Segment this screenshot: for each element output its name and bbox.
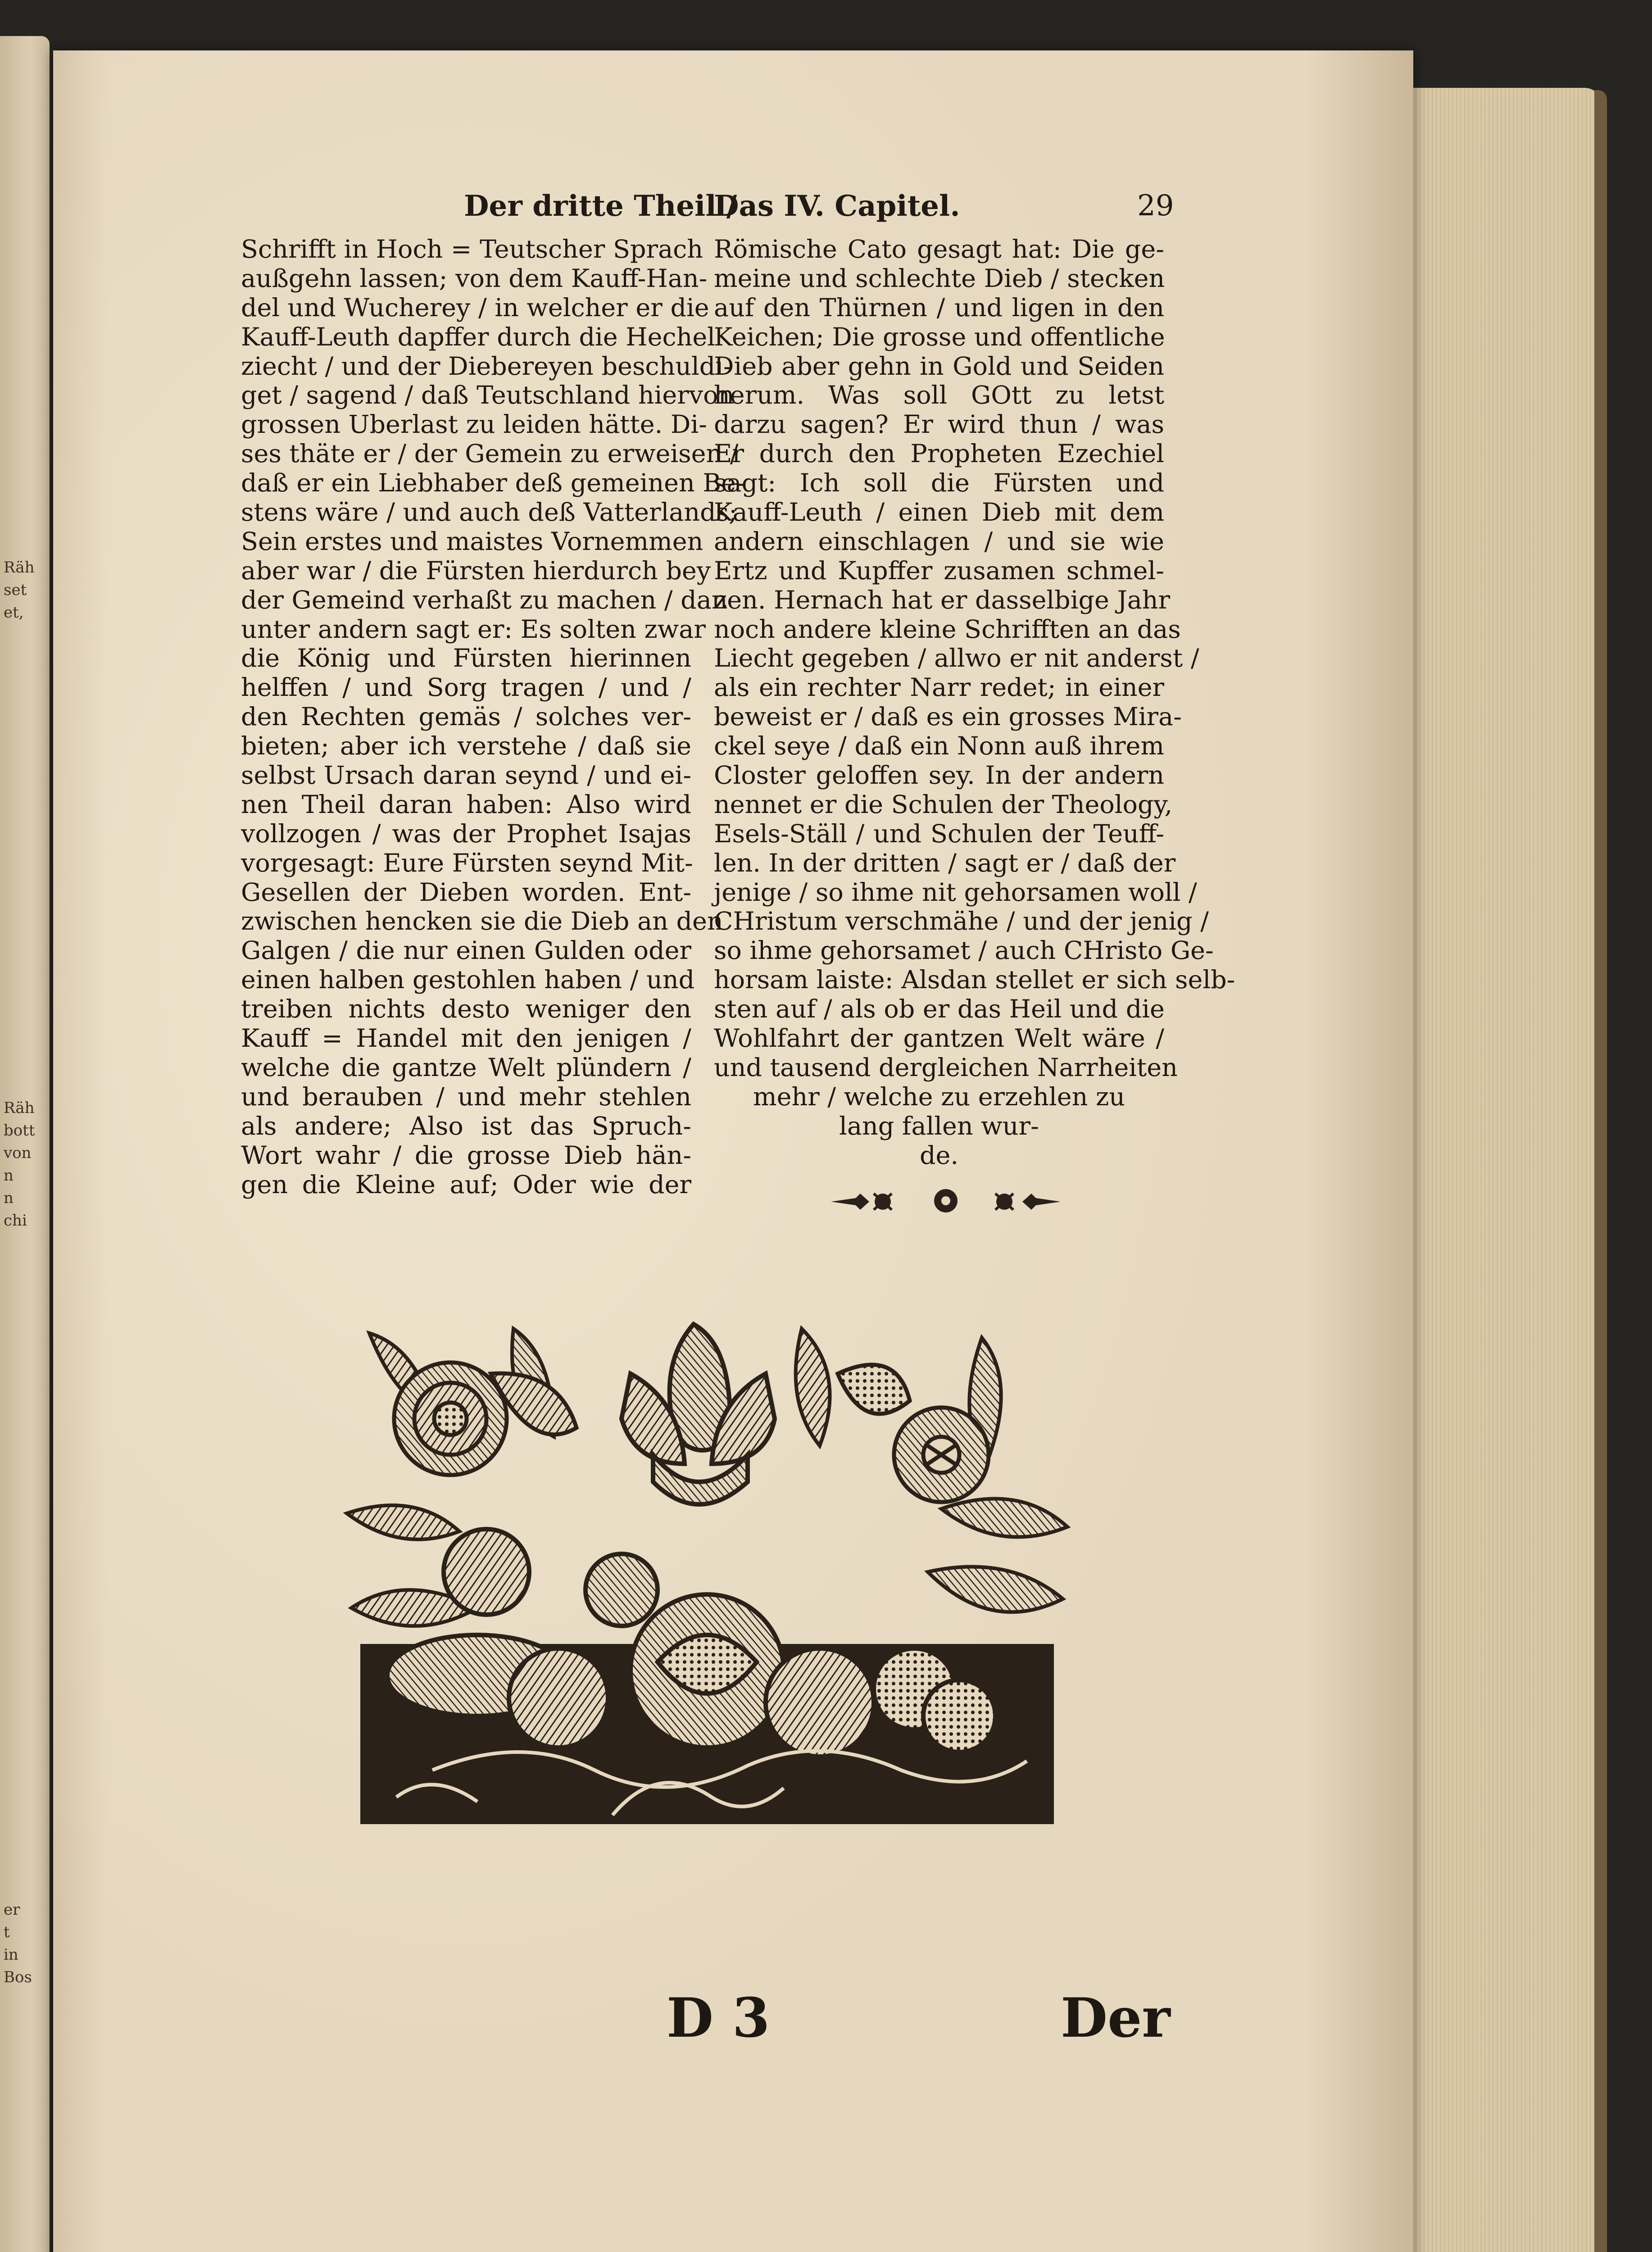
running-header-left: Der dritte Theil /	[464, 189, 737, 223]
text-line: Kauff-Leuth / einen Dieb mit dem	[714, 498, 1164, 527]
text-line: und berauben / und mehr stehlen	[241, 1082, 691, 1112]
margin-note-fragment: chi	[4, 1212, 27, 1230]
text-line: andern einschlagen / und sie wie	[714, 527, 1164, 556]
text-line: auf den Thürnen / und ligen in den	[714, 293, 1164, 322]
text-column-left	[241, 235, 744, 1199]
text-line: außgehn lassen; von dem Kauff-Han-	[241, 263, 708, 293]
text-line: Wort wahr / die grosse Dieb hän-	[241, 1140, 691, 1170]
text-line: so ihme gehorsamet / auch CHristo Ge-	[714, 936, 1214, 966]
margin-note-fragment: von	[4, 1144, 32, 1162]
margin-note-fragment: set	[4, 581, 27, 599]
text-line: Closter geloffen sey. In der andern	[714, 761, 1164, 790]
text-line: helffen / und Sorg tragen / und /	[241, 673, 691, 703]
text-line: CHristum verschmähe / und der jenig /	[714, 907, 1209, 936]
text-line: stens wäre / und auch deß Vatterlands;	[241, 498, 737, 527]
text-line: nen Theil daran haben: Also wird	[241, 790, 691, 819]
text-line: Er durch den Propheten Ezechiel	[714, 439, 1164, 469]
text-line: jenige / so ihme nit gehorsamen woll /	[714, 877, 1197, 907]
text-line: Dieb aber gehn in Gold und Seiden	[714, 351, 1164, 381]
text-line: Gesellen der Dieben worden. Ent-	[241, 877, 691, 907]
text-line: horsam laiste: Alsdan stellet er sich selb-	[714, 965, 1235, 995]
text-line: get / sagend / daß Teutschland hiervon	[241, 381, 735, 410]
text-line: de.	[919, 1140, 958, 1170]
text-line: zwischen hencken sie die Dieb an den	[241, 907, 723, 936]
text-line: vollzogen / was der Prophet Isajas	[241, 819, 691, 849]
floral-woodcut-illustration	[342, 1320, 1072, 1842]
text-line: und tausend dergleichen Narrheiten	[714, 1053, 1178, 1082]
margin-note-fragment: Räh	[4, 1099, 35, 1117]
text-line: Esels-Ställ / und Schulen der Teuff-	[714, 819, 1164, 849]
page-signature-mark: D 3	[667, 1986, 770, 2050]
text-line: selbst Ursach daran seynd / und ei-	[241, 761, 691, 790]
margin-note-fragment: et,	[4, 604, 24, 622]
margin-note-fragment: bott	[4, 1121, 35, 1140]
text-line: darzu sagen? Er wird thun / was	[714, 410, 1164, 440]
text-line: unter andern sagt er: Es solten zwar	[241, 614, 706, 644]
text-line: meine und schlechte Dieb / stecken	[714, 263, 1165, 293]
text-line: nennet er die Schulen der Theology,	[714, 790, 1173, 819]
text-line: len. In der dritten / sagt er / daß der	[714, 848, 1176, 878]
margin-note-fragment: Räh	[4, 558, 35, 577]
text-line: ckel seye / daß ein Nonn auß ihrem	[714, 731, 1164, 761]
text-line: Liecht gegeben / allwo er nit anderst /	[714, 644, 1199, 673]
text-line: lang fallen wur-	[839, 1111, 1039, 1141]
text-line: del und Wucherey / in welcher er die	[241, 293, 709, 322]
margin-note-fragment: Bos	[4, 1968, 32, 1986]
text-line: daß er ein Liebhaber deß gemeinen Be-	[241, 468, 744, 498]
text-line: grossen Uberlast zu leiden hätte. Di-	[241, 410, 707, 440]
text-line: noch andere kleine Schrifften an das	[714, 614, 1181, 644]
text-line: ses thäte er / der Gemein zu erweisen /	[241, 439, 739, 469]
text-line: herum. Was soll GOtt zu letst	[714, 381, 1164, 410]
text-line: beweist er / daß es ein grosses Mira-	[714, 702, 1182, 732]
book-fore-edge	[1413, 88, 1602, 2252]
margin-note-fragment: n	[4, 1189, 14, 1207]
text-line: Kauff-Leuth dapffer durch die Hechel	[241, 322, 715, 352]
text-line: sagt: Ich soll die Fürsten und	[714, 468, 1164, 498]
text-line: die König und Fürsten hierinnen	[241, 644, 691, 673]
margin-note-fragment: t	[4, 1923, 10, 1941]
text-line: als ein rechter Narr redet; in einer	[714, 673, 1164, 703]
text-column-right	[714, 235, 1235, 1171]
previous-page-edge	[0, 36, 50, 2252]
text-line: Wohlfahrt der gantzen Welt wäre /	[714, 1024, 1164, 1053]
margin-note-fragment: in	[4, 1946, 18, 1964]
text-line: der Gemeind verhaßt zu machen / dan	[241, 585, 728, 615]
text-line: Ertz und Kupffer zusamen schmel-	[714, 556, 1164, 586]
text-line: Keichen; Die grosse und offentliche	[714, 322, 1165, 352]
text-line: aber war / die Fürsten hierdurch bey	[241, 556, 711, 586]
text-line: welche die gantze Welt plündern /	[241, 1053, 691, 1082]
end-ornament-icon	[829, 1185, 1063, 1216]
text-line: vorgesagt: Eure Fürsten seynd Mit-	[241, 848, 693, 878]
text-line: Galgen / die nur einen Gulden oder	[241, 936, 691, 966]
margin-note-fragment: n	[4, 1167, 14, 1185]
text-line: zen. Hernach hat er dasselbige Jahr	[714, 585, 1171, 615]
margin-note-fragment: er	[4, 1901, 20, 1919]
text-line: mehr / welche zu erzehlen zu	[753, 1082, 1125, 1112]
text-line: Schrifft in Hoch = Teutscher Sprach	[241, 235, 703, 264]
text-line: den Rechten gemäs / solches ver-	[241, 702, 691, 732]
text-line: einen halben gestohlen haben / und	[241, 965, 695, 995]
text-line: Sein erstes und maistes Vornemmen	[241, 527, 703, 556]
catchword: Der	[1061, 1986, 1171, 2050]
text-line: bieten; aber ich verstehe / daß sie	[241, 731, 691, 761]
text-line: Römische Cato gesagt hat: Die ge-	[714, 235, 1164, 264]
running-header-right: Das IV. Capitel.	[714, 189, 960, 223]
text-line: ziecht / und der Diebereyen beschuldi-	[241, 351, 732, 381]
book-cover-edge	[1594, 90, 1607, 2252]
text-line: sten auf / als ob er das Heil und die	[714, 994, 1165, 1024]
text-line: Kauff = Handel mit den jenigen /	[241, 1024, 691, 1053]
text-line: gen die Kleine auf; Oder wie der	[241, 1170, 691, 1199]
text-line: als andere; Also ist das Spruch-	[241, 1111, 691, 1141]
text-line: treiben nichts desto weniger den	[241, 994, 691, 1024]
page-number: 29	[1137, 189, 1174, 222]
